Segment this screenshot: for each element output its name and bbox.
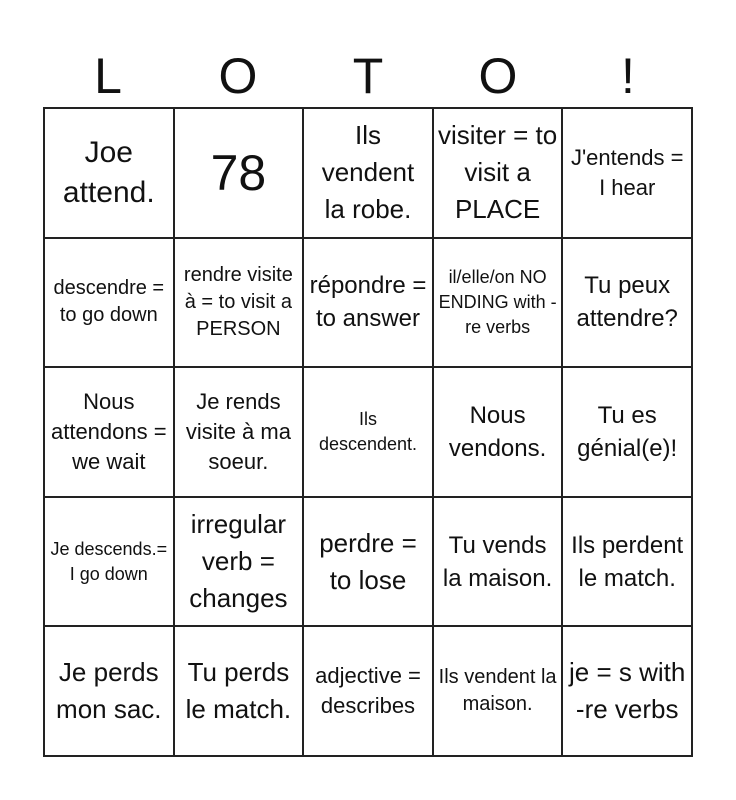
bingo-cell: Ils perdent le match. bbox=[562, 497, 692, 627]
bingo-title bbox=[43, 48, 693, 104]
bingo-cell: perdre = to lose bbox=[303, 497, 433, 627]
title-letter: ! bbox=[621, 48, 635, 104]
title-letter: O bbox=[218, 48, 258, 104]
bingo-cell: rendre visite à = to visit a PERSON bbox=[174, 238, 304, 368]
bingo-cell: Je descends.= I go down bbox=[44, 497, 174, 627]
bingo-cell: descendre = to go down bbox=[44, 238, 174, 368]
bingo-cell: Nous vendons. bbox=[433, 367, 563, 497]
title-letter: T bbox=[352, 48, 384, 104]
bingo-cell: répondre = to answer bbox=[303, 238, 433, 368]
bingo-cell: Tu peux attendre? bbox=[562, 238, 692, 368]
bingo-cell: irregular verb = changes bbox=[174, 497, 304, 627]
bingo-cell: Je perds mon sac. bbox=[44, 626, 174, 756]
bingo-cell: Joe attend. bbox=[44, 108, 174, 238]
bingo-cell: 78 bbox=[174, 108, 304, 238]
bingo-cell: Ils descendent. bbox=[303, 367, 433, 497]
bingo-cell: Ils vendent la maison. bbox=[433, 626, 563, 756]
bingo-cell: Je rends visite à ma soeur. bbox=[174, 367, 304, 497]
bingo-cell: je = s with -re verbs bbox=[562, 626, 692, 756]
title-letter: L bbox=[94, 48, 122, 104]
bingo-cell: Tu perds le match. bbox=[174, 626, 304, 756]
bingo-cell: visiter = to visit a PLACE bbox=[433, 108, 563, 238]
bingo-cell: Tu es génial(e)! bbox=[562, 367, 692, 497]
bingo-cell: adjective = describes bbox=[303, 626, 433, 756]
bingo-cell: Tu vends la maison. bbox=[433, 497, 563, 627]
bingo-cell: Nous attendons = we wait bbox=[44, 367, 174, 497]
bingo-cell: il/elle/on NO ENDING with -re verbs bbox=[433, 238, 563, 368]
bingo-cell: Ils vendent la robe. bbox=[303, 108, 433, 238]
title-letter: O bbox=[478, 48, 518, 104]
bingo-cell: J'entends = I hear bbox=[562, 108, 692, 238]
bingo-grid bbox=[43, 107, 693, 757]
